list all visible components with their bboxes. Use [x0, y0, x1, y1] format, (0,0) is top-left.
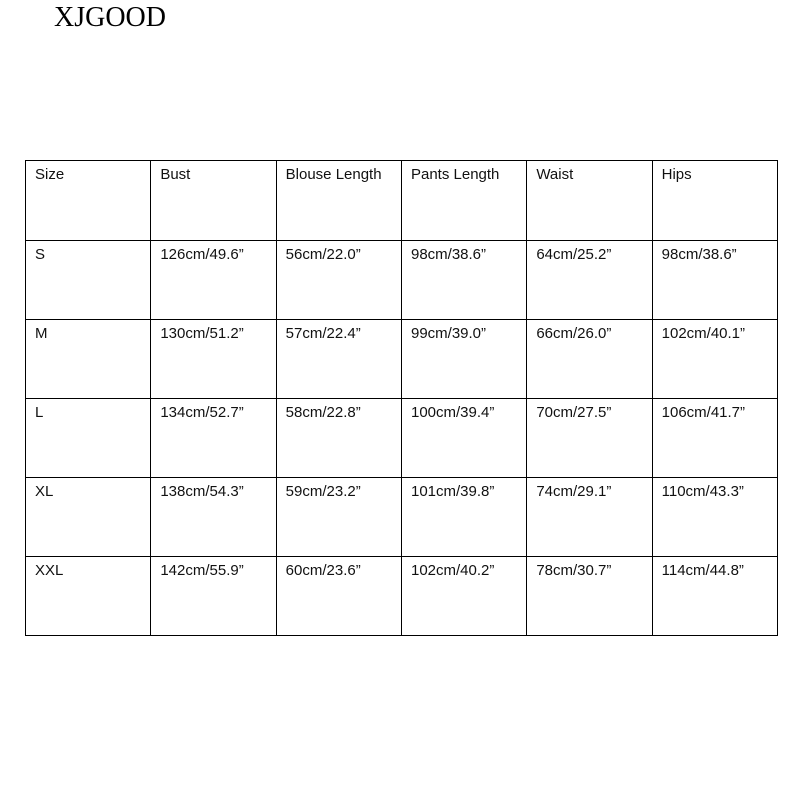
cell-pants-length: 98cm/38.6” — [401, 241, 526, 320]
cell-size: L — [26, 399, 151, 478]
cell-size: S — [26, 241, 151, 320]
brand-logo-text: XJGOOD — [54, 2, 166, 33]
size-chart-table — [25, 160, 778, 636]
cell-pants-length: 99cm/39.0” — [401, 320, 526, 399]
table-row — [26, 241, 778, 320]
cell-hips: 106cm/41.7” — [652, 399, 777, 478]
cell-hips: 102cm/40.1” — [652, 320, 777, 399]
cell-size: XXL — [26, 557, 151, 636]
table-row — [26, 557, 778, 636]
cell-hips: 110cm/43.3” — [652, 478, 777, 557]
header-size: Size — [26, 161, 151, 241]
cell-bust: 138cm/54.3” — [151, 478, 276, 557]
cell-size: M — [26, 320, 151, 399]
header-blouse-length: Blouse Length — [276, 161, 401, 241]
cell-hips: 98cm/38.6” — [652, 241, 777, 320]
cell-waist: 66cm/26.0” — [527, 320, 652, 399]
cell-waist: 70cm/27.5” — [527, 399, 652, 478]
table-header-row — [26, 161, 778, 241]
table-row — [26, 320, 778, 399]
cell-blouse-length: 59cm/23.2” — [276, 478, 401, 557]
cell-blouse-length: 60cm/23.6” — [276, 557, 401, 636]
header-waist: Waist — [527, 161, 652, 241]
cell-waist: 74cm/29.1” — [527, 478, 652, 557]
cell-bust: 130cm/51.2” — [151, 320, 276, 399]
table-row — [26, 399, 778, 478]
cell-waist: 64cm/25.2” — [527, 241, 652, 320]
cell-waist: 78cm/30.7” — [527, 557, 652, 636]
cell-blouse-length: 57cm/22.4” — [276, 320, 401, 399]
cell-size: XL — [26, 478, 151, 557]
header-hips: Hips — [652, 161, 777, 241]
cell-bust: 142cm/55.9” — [151, 557, 276, 636]
cell-blouse-length: 58cm/22.8” — [276, 399, 401, 478]
cell-bust: 134cm/52.7” — [151, 399, 276, 478]
cell-blouse-length: 56cm/22.0” — [276, 241, 401, 320]
cell-pants-length: 102cm/40.2” — [401, 557, 526, 636]
cell-pants-length: 100cm/39.4” — [401, 399, 526, 478]
cell-pants-length: 101cm/39.8” — [401, 478, 526, 557]
cell-bust: 126cm/49.6” — [151, 241, 276, 320]
cell-hips: 114cm/44.8” — [652, 557, 777, 636]
header-bust: Bust — [151, 161, 276, 241]
table-row — [26, 478, 778, 557]
header-pants-length: Pants Length — [401, 161, 526, 241]
